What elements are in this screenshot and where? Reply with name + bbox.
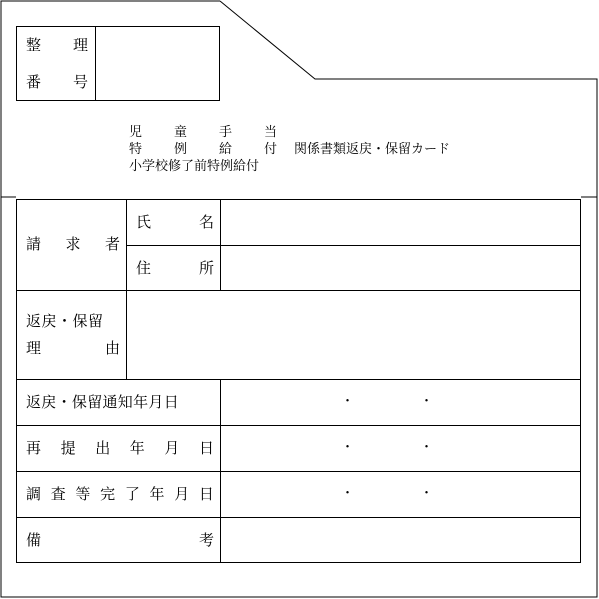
chosa-date-field[interactable] [222,473,579,516]
saiteishutsu-date-label [26,441,214,456]
bango-char: 号 [72,73,88,91]
seiri-bango-value[interactable] [97,28,218,99]
riyu-char: 理 [26,339,42,357]
saiteishutsu-date-field[interactable] [222,427,579,470]
title-char: 当 [263,125,277,140]
chosa-date-label [26,487,214,502]
jusho-field[interactable] [222,247,579,289]
biko-field[interactable] [222,519,579,561]
seiri-label [26,38,88,53]
title-line3: 小学校修了前特例給付 [129,159,260,174]
title-char: 給 [218,142,232,157]
seikyusha-label [26,237,120,252]
shimei-label [136,215,214,230]
title-char: 児 [129,125,143,140]
shimei-field[interactable] [222,201,579,244]
saiteishutsu-char: 出 [95,439,111,457]
title-char: 特 [129,142,143,157]
chosa-char: 年 [149,485,165,503]
date-separator: ・ [420,486,434,501]
chosa-char: 了 [124,485,140,503]
riyu-label-line1: 返戻・保留 [26,312,104,330]
biko-char: 考 [198,531,214,549]
date-separator: ・ [420,440,434,455]
bango-label [26,75,88,90]
chosa-char: 等 [75,485,91,503]
title-char: 手 [218,125,232,140]
chosa-char: 日 [198,485,214,503]
riyu-label-line2 [26,341,120,356]
jusho-label [136,261,214,276]
chosa-char: 調 [26,485,42,503]
saiteishutsu-char: 再 [26,439,42,457]
seikyusha-char: 求 [65,235,81,253]
seikyusha-char: 者 [104,235,120,253]
saiteishutsu-char: 日 [198,439,214,457]
title-char: 童 [173,125,187,140]
riyu-field[interactable] [128,292,579,378]
saiteishutsu-char: 月 [164,439,180,457]
biko-char: 備 [26,531,42,549]
date-separator: ・ [341,394,355,409]
seikyusha-char: 請 [26,235,42,253]
seiri-char: 整 [26,36,42,54]
tsuchi-date-label: 返戻・保留通知年月日 [26,393,180,411]
chosa-char: 月 [174,485,190,503]
title-suffix: 関係書類返戻・保留カード [294,142,451,157]
date-separator: ・ [341,486,355,501]
saiteishutsu-char: 年 [129,439,145,457]
biko-label [26,533,214,548]
date-separator: ・ [341,440,355,455]
shimei-char: 名 [198,213,214,231]
shimei-char: 氏 [136,213,152,231]
title-line2 [129,143,277,156]
title-line1 [129,126,277,139]
date-separator: ・ [420,394,434,409]
title-char: 例 [173,142,187,157]
title-char: 付 [263,142,277,157]
saiteishutsu-char: 提 [60,439,76,457]
tsuchi-date-field[interactable] [222,381,579,424]
chosa-char: 完 [100,485,116,503]
seiri-char: 理 [72,36,88,54]
riyu-char: 由 [104,339,120,357]
chosa-char: 査 [50,485,66,503]
bango-char: 番 [26,73,42,91]
jusho-char: 所 [198,259,214,277]
jusho-char: 住 [136,259,152,277]
